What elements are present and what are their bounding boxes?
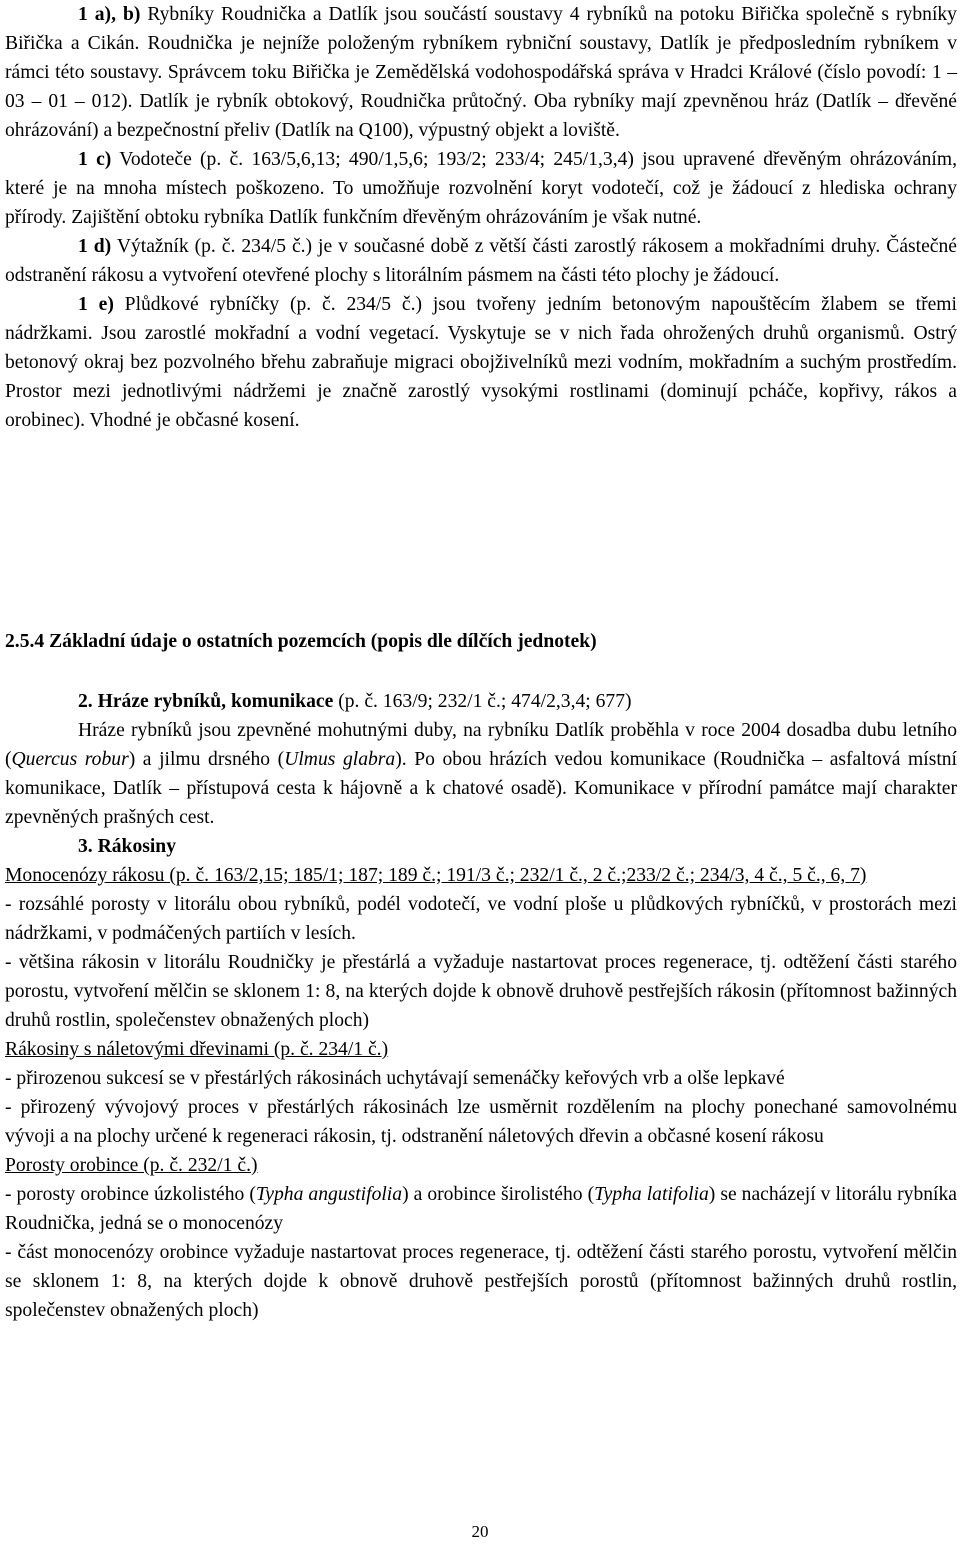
hraze-paragraph <box>5 716 957 832</box>
hraze-text-b: ) a jilmu drsného ( <box>128 749 285 770</box>
text-vodotece: Vodoteče (p. č. 163/5,6,13; 490/1,5,6; 193/2; 233/4; 245/1,3,4) jsou upravené dřevěným ohrázováním, které je na mnoha místech poškozeno. To umožňuje rozvolnění koryt vodotečí, což je žádoucí z hlediska ochrany přírody. Zajištění obtoku rybníka Datlík funkčním dřevěným ohrázováním je však nutné. <box>5 149 957 228</box>
label-1c: 1 c) <box>78 149 112 170</box>
orobinec-text-c: ) se nacházejí v litorálu rybníka Roudnička, jedná se o monocenózy <box>5 1184 957 1234</box>
label-1d: 1 d) <box>78 236 112 257</box>
section-heading: 2.5.4 Základní údaje o ostatních pozemcích (popis dle dílčích jednotek) <box>5 631 597 652</box>
text-rybniky: Rybníky Roudnička a Datlík jsou součástí soustavy 4 rybníků na potoku Biřička společně s rybníky Biřička a Cikán. Roudnička je nejníže položeným rybníkem rybniční soustavy, Datlík je předposledním rybníkem v rámci této soustavy. Správcem toku Biřička je Zemědělská vodohospodářská správa v Hradci Králové (číslo povodí: 1 – 03 – 01 – 012). Datlík je rybník obtokový, Roudnička průtočný. Oba rybníky mají zpevněnou hráz (Datlík – dřevěné ohrázování) a bezpečnostní přeliv (Datlík na Q100), výpustný objekt a loviště. <box>5 4 957 141</box>
text-pludkove: Plůdkové rybníčky (p. č. 234/5 č.) jsou tvořeny jedním betonovým napouštěcím žlabem se třemi nádržkami. Jsou zarostlé mokřadní a vodní vegetací. Vyskytuje se v nich řada ohrožených druhů organismů. Ostrý betonový okraj bez pozvolného břehu zabraňuje migraci obojživelníků mezi vodním, mokřadním a suchým prostředím. Prostor mezi jednotlivými nádržemi je značně zarostlý vysokými rostlinami (dominují pcháče, kopřivy, rákos a orobinec). Vhodné je občasné kosení. <box>5 294 957 431</box>
orobinec-item-2: - část monocenózy orobince vyžaduje nastartovat proces regenerace, tj. odtěžení části starého porostu, vytvoření mělčin se sklonem 1: 8, na kterých dojde k obnově druhově pestřejších porostů (přítomnost bažinných druhů rostlin, společenstev obnažených ploch) <box>5 1242 957 1321</box>
hraze-refs: (p. č. 163/9; 232/1 č.; 474/2,3,4; 677) <box>333 691 632 712</box>
orobinec-text-a: - porosty orobince úzkolistého ( <box>5 1184 256 1205</box>
latin-typha-latifolia: Typha latifolia <box>594 1184 709 1205</box>
rakosiny-heading <box>5 832 957 861</box>
paragraph-vodotece <box>5 145 957 232</box>
rakosiny-title: 3. Rákosiny <box>78 836 176 857</box>
paragraph-pludkove <box>5 290 957 435</box>
monocenozy-item-2: - většina rákosin v litorálu Roudničky je přestárlá a vyžaduje nastartovat proces regenerace, tj. odtěžení části starého porostu, vytvoření mělčin se sklonem 1: 8, na kterých dojde k obnově druhově pestřejších rákosin (přítomnost bažinných druhů rostlin, společenstev obnažených ploch) <box>5 952 957 1031</box>
label-1ab: 1 a), b) <box>78 4 141 25</box>
orobinec-heading: Porosty orobince (p. č. 232/1 č.) <box>5 1155 258 1176</box>
page-number: 20 <box>471 1522 489 1541</box>
paragraph-vytaznik <box>5 232 957 290</box>
other-land-section <box>5 687 957 1325</box>
latin-typha-angustifolia: Typha angustifolia <box>255 1184 403 1205</box>
naletove-heading: Rákosiny s náletovými dřevinami (p. č. 234/1 č.) <box>5 1039 389 1060</box>
latin-ulmus: Ulmus glabra <box>284 749 396 770</box>
hraze-title: 2. Hráze rybníků, komunikace <box>78 691 334 712</box>
naletove-item-1: - přirozenou sukcesí se v přestárlých rákosinách uchytávají semenáčky keřových vrb a olše lepkavé <box>5 1068 785 1089</box>
monocenozy-heading: Monocenózy rákosu (p. č. 163/2,15; 185/1; 187; 189 č.; 191/3 č.; 232/1 č., 2 č.;233/2 č.; 234/3, 4 č., 5 č., 6, 7) <box>5 865 867 886</box>
hraze-text-c: ). Po obou hrázích vedou komunikace (Roudnička – asfaltová místní komunikace, Datlík – přístupová cesta k hájovně a k chatové osadě). Komunikace v přírodní památce mají charakter zpevněných prašných cest. <box>5 749 958 828</box>
hraze-text-a: Hráze rybníků jsou zpevněné mohutnými duby, na rybníku Datlík proběhla v roce 2004 dosadba dubu letního ( <box>5 720 957 770</box>
latin-quercus: Quercus robur <box>11 749 129 770</box>
paragraph-rybniky <box>5 0 957 145</box>
text-vytaznik: Výtažník (p. č. 234/5 č.) je v současné době z větší části zarostlý rákosem a mokřadními druhy. Částečné odstranění rákosu a vytvoření otevřené plochy s litorálním pásmem na části této plochy je žádoucí. <box>5 236 957 286</box>
ponds-section <box>5 0 957 435</box>
orobinec-text-b: ) a orobince širolistého ( <box>402 1184 595 1205</box>
label-1e: 1 e) <box>78 294 114 315</box>
naletove-item-2: - přirozený vývojový proces v přestárlých rákosinách lze usměrnit rozdělením na plochy ponechané samovolnému vývoji a na plochy určené k regeneraci rákosin, tj. odstranění náletových dřevin a občasné kosení rákosu <box>5 1097 957 1147</box>
monocenozy-item-1: - rozsáhlé porosty v litorálu obou rybníků, podél vodotečí, ve vodní ploše u plůdkových rybníčků, v prostorách mezi nádržkami, v podmáčených partiích v lesích. <box>5 894 957 944</box>
orobinec-item-1 <box>5 1180 957 1238</box>
hraze-heading <box>5 687 957 716</box>
section-heading-block <box>5 627 957 656</box>
